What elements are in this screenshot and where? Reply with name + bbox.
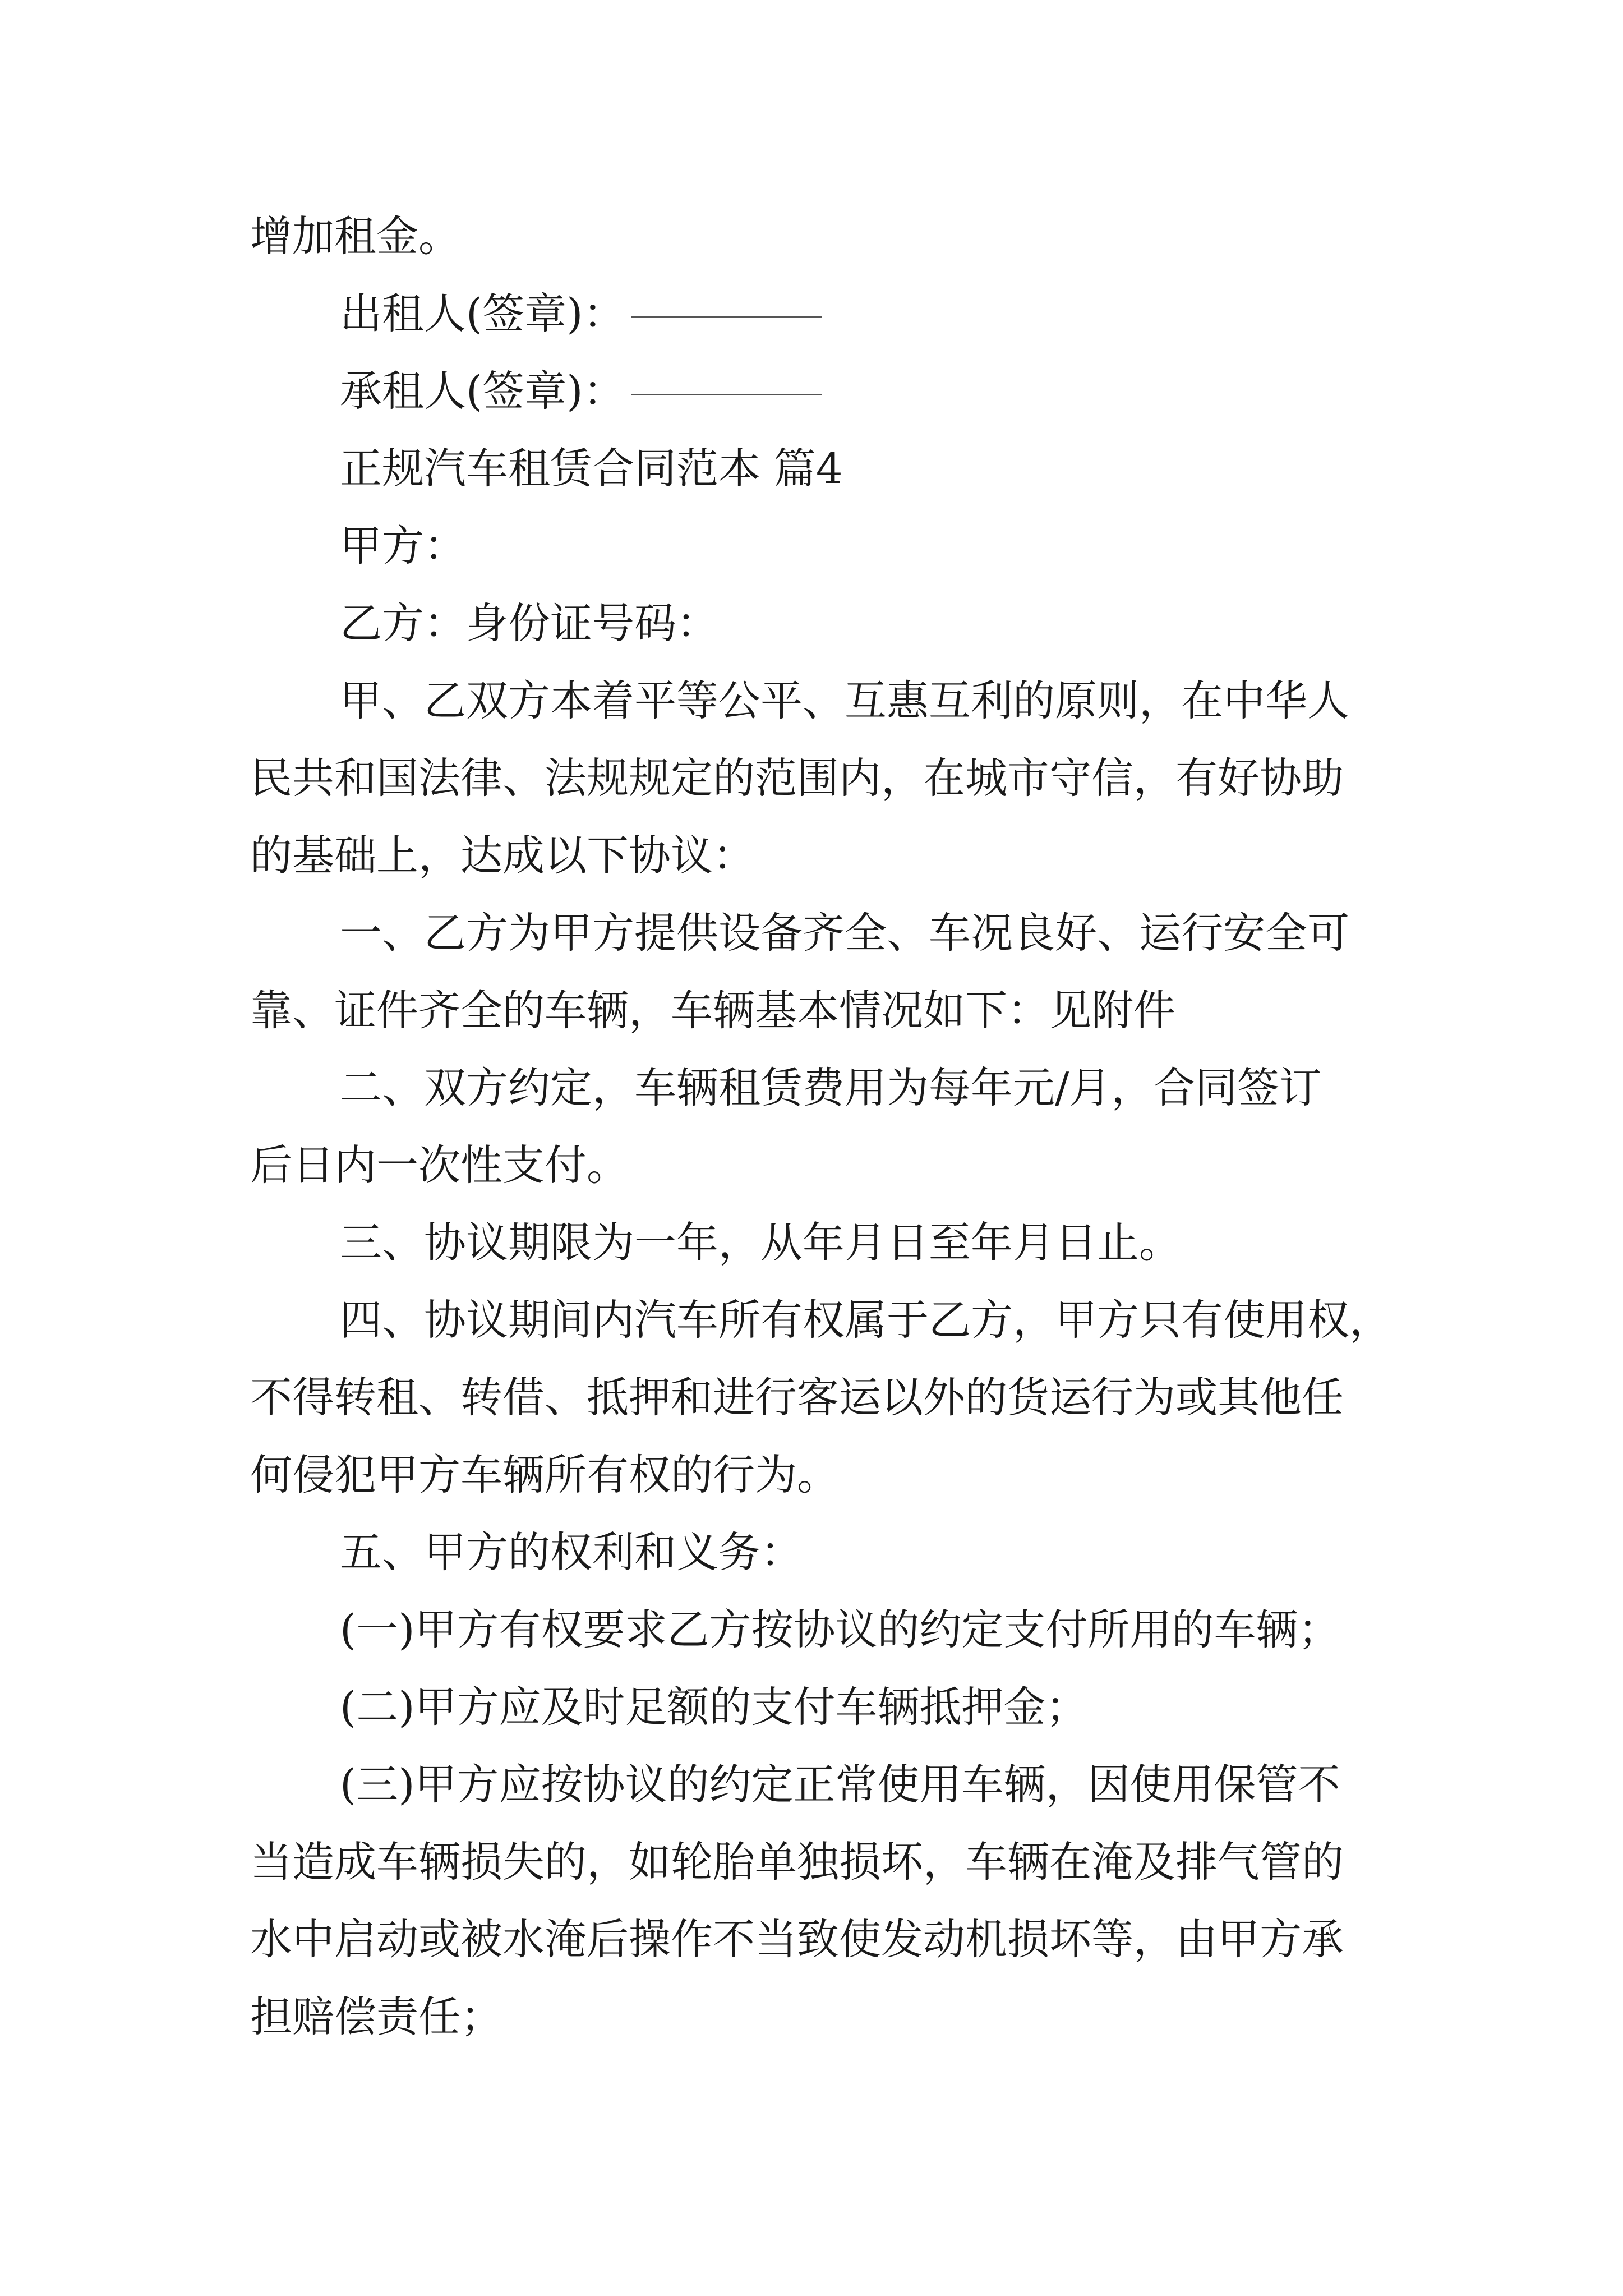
text-line: 一、乙方为甲方提供设备齐全、车况良好、运行安全可	[340, 908, 1350, 958]
text-line: 民共和国法律、法规规定的范围内，在城市守信，有好协助	[250, 753, 1344, 803]
signature-row-lessee	[250, 352, 1389, 430]
text-line: 二、双方约定，车辆租赁费用为每年元/月，合同签订	[340, 1063, 1322, 1112]
text-line: (二)甲方应及时足额的支付车辆抵押金；	[340, 1682, 1088, 1732]
section-title: 正规汽车租赁合同范本 篇4	[340, 444, 843, 493]
party-b-line: 乙方：身份证号码：	[340, 599, 719, 648]
text-line: 五、甲方的权利和义务：	[340, 1527, 803, 1577]
text-line: 水中启动或被水淹后操作不当致使发动机损坏等，由甲方承	[250, 1915, 1344, 1964]
text-line: 后日内一次性支付。	[250, 1140, 629, 1190]
text-line: 的基础上，达成以下协议：	[250, 831, 755, 880]
document-body	[250, 197, 1392, 2055]
text-line: (三)甲方应按协议的约定正常使用车辆，因使用保管不	[340, 1760, 1340, 1809]
text-line: (一)甲方有权要求乙方按协议的约定支付所用的车辆；	[340, 1605, 1340, 1654]
text-line: 何侵犯甲方车辆所有权的行为。	[250, 1450, 840, 1499]
lessor-signature-label: 出租人(签章)：	[340, 289, 625, 338]
text-line: 靠、证件齐全的车辆，车辆基本情况如下：见附件	[250, 986, 1176, 1035]
text-line: 增加租金。	[250, 211, 461, 261]
text-line: 不得转租、转借、抵押和进行客运以外的货运行为或其他任	[250, 1373, 1344, 1422]
lessor-signature-blank	[631, 316, 822, 318]
lessee-signature-label: 承租人(签章)：	[340, 366, 625, 416]
text-line: 四、协议期间内汽车所有权属于乙方，甲方只有使用权，	[340, 1295, 1392, 1345]
text-line: 甲、乙双方本着平等公平、互惠互利的原则，在中华人	[340, 676, 1350, 725]
text-line: 当造成车辆损失的，如轮胎单独损坏，车辆在淹及排气管的	[250, 1837, 1344, 1887]
party-a-line: 甲方：	[340, 521, 467, 570]
lessee-signature-blank	[631, 393, 822, 395]
text-line: 三、协议期限为一年，从年月日至年月日止。	[340, 1218, 1182, 1267]
text-line: 担赔偿责任；	[250, 1992, 503, 2041]
signature-row-lessor	[250, 275, 1389, 352]
